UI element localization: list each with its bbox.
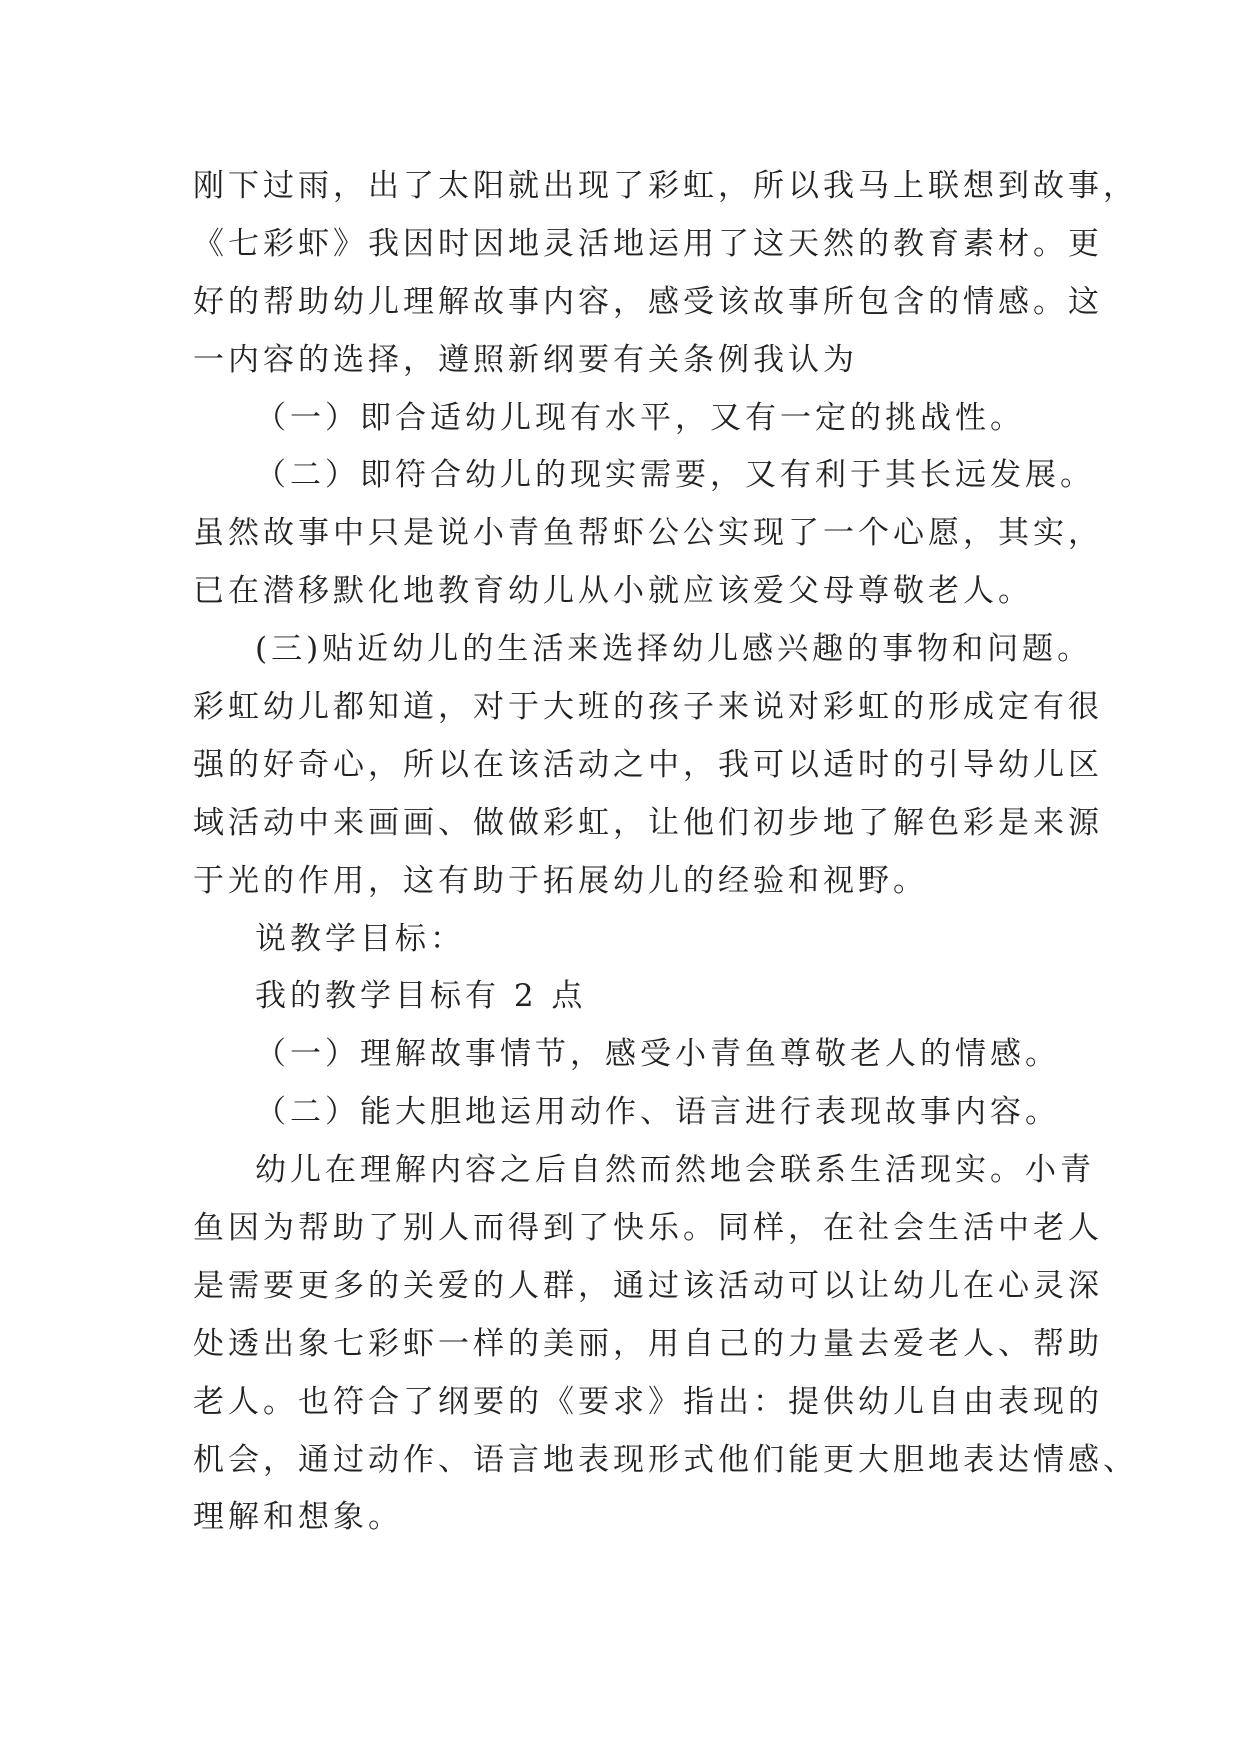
text-line-19: 鱼因为帮助了别人而得到了快乐。同样，在社会生活中老人 — [193, 1210, 1103, 1247]
text-line-2: 《七彩虾》我因时因地灵活地运用了这天然的教育素材。更 — [193, 225, 1103, 262]
text-line-8: 已在潜移默化地教育幼儿从小就应该爱父母尊敬老人。 — [193, 573, 1033, 610]
text-line-9: (三)贴近幼儿的生活来选择幼儿感兴趣的事物和问题。 — [255, 631, 1093, 668]
text-line-11: 强的好奇心，所以在该活动之中，我可以适时的引导幼儿区 — [193, 746, 1103, 783]
text-line-21: 处透出象七彩虾一样的美丽，用自己的力量去爱老人、帮助 — [193, 1325, 1103, 1362]
text-line-6: （二）即符合幼儿的现实需要，又有利于其长远发展。 — [255, 457, 1095, 494]
text-line-4: 一内容的选择，遵照新纲要有关条例我认为 — [193, 341, 858, 378]
text-line-13: 于光的作用，这有助于拓展幼儿的经验和视野。 — [193, 862, 928, 899]
text-line-16: （一）理解故事情节，感受小青鱼尊敬老人的情感。 — [255, 1036, 1060, 1073]
text-line-20: 是需要更多的关爱的人群，通过该活动可以让幼儿在心灵深 — [193, 1267, 1103, 1304]
text-line-24: 理解和想象。 — [193, 1499, 403, 1536]
text-line-1: 刚下过雨，出了太阳就出现了彩虹，所以我马上联想到故事， — [193, 168, 1138, 204]
text-line-18: 幼儿在理解内容之后自然而然地会联系生活现实。小青 — [255, 1152, 1095, 1189]
text-line-15: 我的教学目标有 2 点 — [255, 978, 587, 1015]
section-heading: 说教学目标： — [255, 920, 465, 957]
text-line-22: 老人。也符合了纲要的《要求》指出：提供幼儿自由表现的 — [193, 1383, 1103, 1420]
text-line-3: 好的帮助幼儿理解故事内容，感受该故事所包含的情感。这 — [193, 283, 1103, 320]
text-line-7: 虽然故事中只是说小青鱼帮虾公公实现了一个心愿，其实， — [193, 515, 1103, 552]
text-line-23: 机会，通过动作、语言地表现形式他们能更大胆地表达情感、 — [193, 1441, 1138, 1478]
text-line-5: （一）即合适幼儿现有水平，又有一定的挑战性。 — [255, 399, 1025, 436]
text-line-10: 彩虹幼儿都知道，对于大班的孩子来说对彩虹的形成定有很 — [193, 689, 1103, 726]
text-line-12: 域活动中来画画、做做彩虹，让他们初步地了解色彩是来源 — [193, 804, 1103, 841]
text-line-17: （二）能大胆地运用动作、语言进行表现故事内容。 — [255, 1094, 1060, 1131]
document-body — [193, 158, 1138, 1547]
